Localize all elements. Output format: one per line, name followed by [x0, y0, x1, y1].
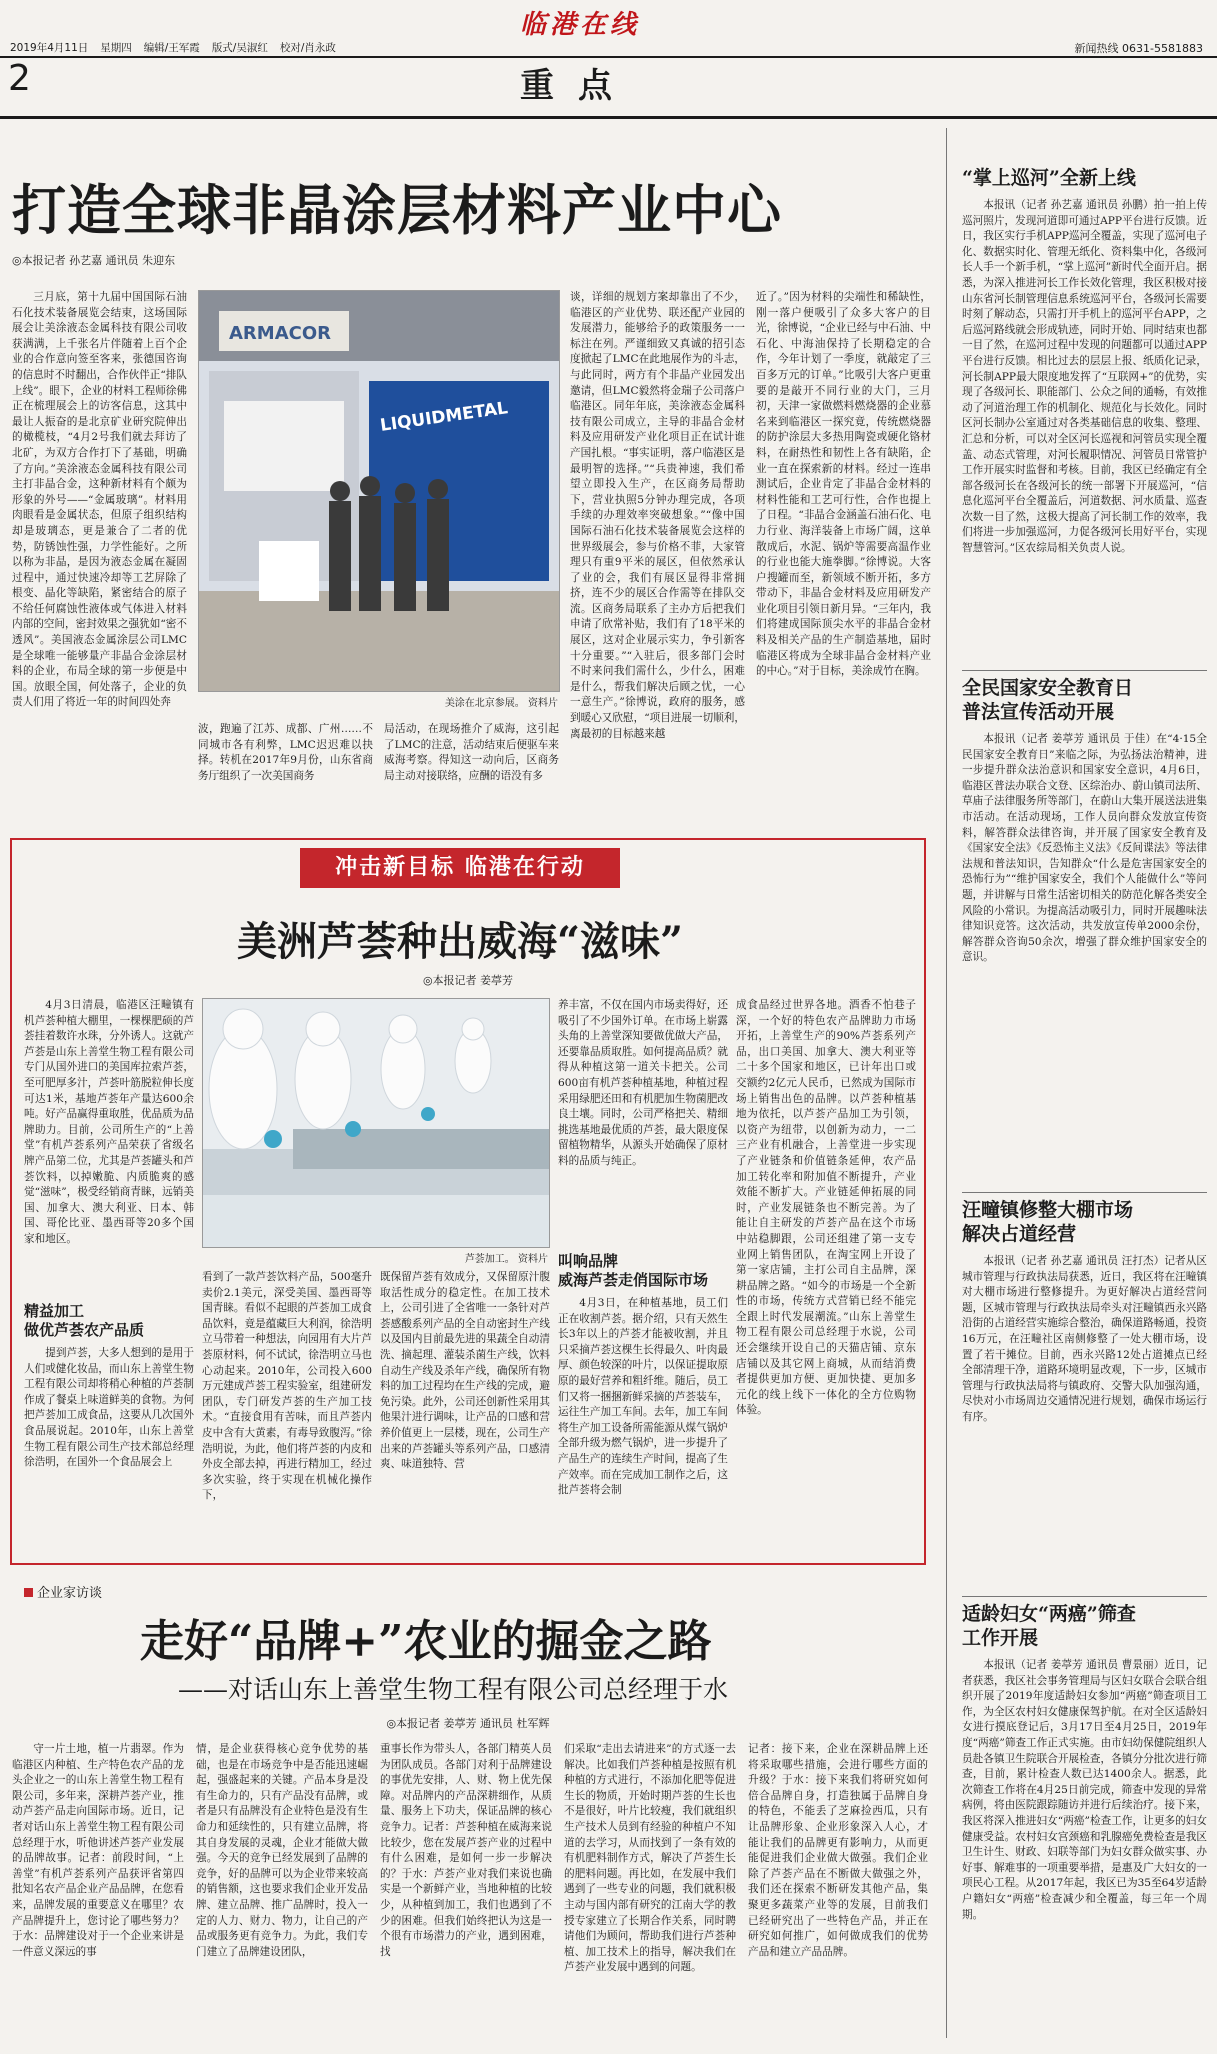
- red-square-icon: [24, 1588, 33, 1597]
- lead-col1-text: 三月底，第十九届中国国际石油石化技术装备展览会结束，这场国际展会让美涂液态金属科技有限公司收获满满，上千张名片伴随着上百个企业的合作意向签至客来，张德国咨询的信息时不时翻出，合作伙伴正“排队上线”。眼下，企业的材料工程师徐佛正在梳理展会上的访客信息，这其中最让人振奋的是北京矿业研究院伸出的橄榄枝，“4月2号我们就去拜访了北矿，为双方合作打下了基础，明确了方向。”美涂液态金属科技有限公司主打非晶合金，这种新材料有个颇为形象的外号——“金属玻璃”。材料用肉眼看是金属状态，但原子组织结构却是玻璃态，更是兼合了二者的优势，防锈蚀性强，力学性能好。之所以称为非晶，是因为液态金属在凝固过程中，通过快速冷却等工艺屏除了根变、晶化等缺陷，紧密结合的原子不给任何腐蚀性液体或气体进入材料内部的空间，密封效果之强犹如“密不透风”。美国液态金属涂层公司LMC是全球唯一能够量产非晶合金涂层材料的企业，布局全球的第一步便是中国。放眼全国，何处落子，企业的负责人们用了将近一年的时间四处奔: [12, 291, 187, 709]
- lead-column-2b: [384, 722, 559, 834]
- lead-photo-caption: 美涂在北京参展。 资料片: [444, 698, 558, 709]
- sidebar-story-4-text: 本报讯（记者 姜葶芳 通讯员 曹景丽）近日，记者获悉，我区社会事务管理局与区妇女联合会联合组织开展了2019年度适龄妇女参加“两癌”筛查项目工作，为全区农村妇女健康保驾护航。在对全区适龄妇女进行摸底登记后，3月17日至4月25日，2019年度“两癌”筛查工作正式实施。由市妇幼保健院组织人员赴各镇卫生院联合开展检查，各镇分分批次进行筛查，目前，累计检查人数已达1400余人。据悉，此次筛查工作将在4月25日前完成，筛查中发现的异常病例，将由医院跟踪随访并进行后续治疗。接下来，我区将深入推进妇女“两癌”检查工作，让更多的妇女健康受益。农村妇女宫颈癌和乳腺癌免费检查是我区卫生计生、财政、妇联等部门为妇女群众做实事、办好事、解难事的一项重要举措，是惠及广大妇女的一项民心工程。从2017年起，我区已为35至64岁适龄户籍妇女“两癌”检查减少和全覆盖，每三年一个周期。: [962, 1659, 1207, 1921]
- booth-sign-liquidmetal: LIQUIDMETAL: [378, 398, 510, 436]
- lead-column-1: [12, 290, 187, 830]
- sidebar-rule-1: [962, 670, 1207, 671]
- feature-column-3b: [558, 1296, 728, 1558]
- interview-headline: 走好“品牌+”农业的掘金之路: [140, 1616, 712, 1667]
- feature-col1-text: 4月3日清晨，临港区汪疃镇有机芦荟种植大棚里，一棵棵肥硕的芦荟挂着数许水珠，分外诱人。这就产芦荟是山东上善堂生物工程有限公司专门从国外进口的美国库拉索芦荟，至可肥厚多汁，芦荟叶筋脱粒伸长度可达1米，基地芦荟年产量达600余吨。好产品赢得重取胜，优品质为品牌助力。目前，公司所生产的“上善堂”有机芦荟系列产品荣获了省级名牌产品第二位，尤其是芦荟罐头和芦荟饮料，以掉嫩脆、内质脆爽的感觉“滋味”，极受经销商青睐，远销美国、加拿大、澳大利亚、日本、韩国、哥伦比亚、墨西哥等20多个国家和地区。: [24, 999, 194, 1245]
- feature-column-4: [736, 998, 916, 1558]
- sidebar-divider: [946, 128, 947, 2038]
- feature-photo-caption: 芦荟加工。 资料片: [464, 1254, 548, 1265]
- lead-col3-text: 谈，详细的规划方案却靠出了不少，临港区的产业优势、联还配产业园的发展潜力，能够给予的政策服务一一标注在列。严谨细致又真诚的招引态度掀起了LMC在此地展作为的斗志，与此同时，两方有个非晶产业园发出邀请，但LMC毅然将金瑞子公司落户临港区。同年年底，美涂液态金属科技有限公司成立，主导的非晶合金材料及应用研发产业化项目正在试计谁产国扎根。“事实证明，落户临港区是最明智的选择。”“兵贵神速，我们希望立即投入生产，在区商务局帮助下，营业执照5分钟办理完成，各项手续的办理效率突破想象。”“像中国国际石油石化技术装备展览会这样的世界级展会，参与价格不菲，大家管理只有重9平米的展区，但依然承认了业的会，我们有展区显得非常拥挤，连不少的展区合作需等在排队交流。区商务局联系了主办方后把我们申请了欣常补贴，我们有了18平米的展区，这对企业展示实力，争引新客十分重要。”“入驻后，很多部门会时不时来问我们需什么，少什么，困难是什么，帮我们解决后顾之忧，一心一意生产。”徐博说，政府的服务，感到暖心又欣慰，“项目进展一切顺利，离最初的目标越来越: [570, 291, 745, 740]
- lead-col4-text: 近了。”因为材料的尖端性和稀缺性，刚一落户便吸引了众多大客户的目光，徐博说，“企业已经与中石油、中石化、中海油保持了长期稳定的合作，今年计划了一季度，就敲定了三百多万元的订单。”比吸引大客户更重要的是敲开不同行业的大门，三月初，天津一家做燃料燃烧器的企业慕名来到临港区一探究竟，传统燃烧器的防护涂层大多热用陶瓷或硬化铬材料，在耐热性和韧性上各有缺陷，企业一直在探索新的材料。经过一连串测试后，企业肯定了非晶合金材料的材料性能和工艺可行性，合作也提上了日程。“非晶合金涵盖石油石化、电力行业、海洋装备上市场广阔，这单散成后，水泥、锅炉等需要高温作业的行业也能大施拳脚。”徐博说。大客户搜罐而至，新领域不断开拓，多方带动下，非晶合金材料及应用研发产业化项目引领日新月异。“三年内，我们将建成国际顶尖水平的非晶合金材料及相关产品的生产制造基地，届时临港区将成为全球非晶合金材料产业的中心。”对于目标，美涂成竹在胸。: [756, 291, 931, 678]
- lead-col2b-text: 局活动，在现场推介了威海，这引起了LMC的注意，活动结束后便驱车来威海考察。得知这一动向后，区商务局主动对接联络，应酬的语没有多: [384, 723, 559, 782]
- sidebar-story-3: [962, 1254, 1207, 1590]
- page-number: 2: [8, 58, 31, 99]
- feature-subhead-2: 叫响品牌 威海芦荟走俏国际市场: [558, 1252, 709, 1289]
- interview-col5-text: 记者：接下来，企业在深耕品牌上还将采取哪些措施，会进行哪些方面的升级？于水：接下来我们将研究如何倍合品牌自身，打造独属于品牌自身的特色，不能丢了芝麻捡西瓜，只有让品牌形象、企业形象深入人心，才能让我们的品牌更有影响力，从而更能促进我们企业做大做强。我们企业除了芦荟产品在不断做大做强之外，我们还在探索不断研发其他产品，集聚更多蔬菜产业等的发展，目前我们已经研究出了一些特色产品，并正在研究如何推广，如何做成我们的优势产品和建立产品品牌。: [748, 1743, 928, 1958]
- sidebar-story-1: [962, 198, 1207, 664]
- feature-column-1b: [24, 1346, 194, 1558]
- header-info: [10, 40, 348, 55]
- feature-col4pre-text: 4月3日，在种植基地，员工们正在收割芦荟。据介绍，只有天然生长3年以上的芦荟才能被收割，并且只采摘芦荟这棵生长得最久、叶肉最厚、颜色较深的叶片，以保证提取原原的最好营养和粗纤维。随后，员工们又将一捆捆新鲜采摘的芦荟装车，运往生产加工车间。去年，加工车间将生产加工设备所需能源从煤气锅炉全部升级为燃气锅炉，进一步提升了产品生产的连续生产时间，提高了生产效率。而在完成加工制作之后，这批芦荟将会制: [558, 1297, 728, 1497]
- lead-column-3: [570, 290, 745, 830]
- interview-column-2: [196, 1742, 368, 2042]
- issue-date: 2019年4月11日: [10, 42, 89, 54]
- interview-col4-text: 们采取“走出去请进来”的方式逐一去解决。比如我们芦荟种植是按照有机种植的方式进行，不添加化肥等促进生长的物质，开始时期芦荟的生长也不是很好，叶片比较瘦，我们就组织生产技术人员到有经验的种植户不知道的去学习，从而找到了一条有效的有机肥料制作方式，解决了芦荟生长的肥料问题。再比如，在发展中我们遇到了一些专业的问题，我们就积极主动与国内部有研究的江南大学的教授专家建立了长期合作关系，同时聘请他们为顾问，帮助我们进行芦荟种植、加工技术上的指导，解决我们在芦荟产业发展中遇到的问题。: [564, 1743, 736, 1974]
- feature-column-2b: [380, 1270, 550, 1558]
- feature-col3-text: 养丰富，不仅在国内市场卖得好，还吸引了不少国外订单。在市场上崭露头角的上善堂深知要做优做大产品，还要靠品质取胜。如何提高品质？就得从种植这第一道关卡把关。公司600亩有机芦荟种植基地，种植过程采用绿肥还田和有机肥加生物菌肥改良土壤。同时，公司严格把关、精细挑选基地最优质的芦荟，最大限度保留植物精华，从源头开始确保了原材料的品质与纯正。: [558, 999, 728, 1167]
- feature-subhead-1: 精益加工 做优芦荟农产品质: [24, 1302, 145, 1339]
- feature-column-1: [24, 998, 194, 1296]
- interview-tag-label: 企业家访谈: [37, 1586, 103, 1601]
- sidebar-story-1-text: 本报讯（记者 孙艺嘉 通讯员 孙鹏）拍一拍上传巡河照片，发现河道即可通过APP平台进行反馈。近日，我区实行手机APP巡河全覆盖，实现了巡河电子化、数据实时化、管理无纸化、资料集中化，各级河长人手一个新手机，“掌上巡河”新时代全面开启。据悉，为深入推进河长工作长效化管理，我区积极对接山东省河长制管理信息系统巡河平台，各级河长需要时刻了解动态，只需打开手机上的巡河平台APP，之后巡河路线就会形成轨迹，同时开始、同时结束也都一目了然，在巡河过程中发现的问题都可以通过APP平台进行反馈。相比过去的层层上报、纸质化记录，河长制APP最大限度地发挥了“互联网+”的优势，实现了各级河长、职能部门、公众之间的通畅，有效推动了河道治理工作的机制化、规范化与长效化。同时区河长制办公室通过对各类基础信息的收集、整理、汇总和分析，可以对全区河长巡视和河管员实现全覆盖、动态式管理，对河长履职情况、河管员日常管护工作开展实时监督和考核。目前，我区已经确定有全部各级河长在各级河长的统一部署下开展巡河，“信息化巡河平台全覆盖后，河道数据、河水质量、巡查次数一目了然，这极大提高了河长制工作的效率，我们将进一步加强巡河，力促各级河长用好平台，实现智慧管河。”区农综局相关负责人说。: [962, 199, 1207, 555]
- section-title: 重点: [520, 66, 636, 106]
- interview-byline: ◎本报记者 姜葶芳 通讯员 杜军辉: [386, 1717, 550, 1730]
- sidebar-headline-4: 适龄妇女“两癌”筛查 工作开展: [962, 1603, 1136, 1649]
- feature-column-3: [558, 998, 728, 1248]
- feature-headline: 美洲芦荟种出威海“滋味”: [236, 918, 683, 965]
- feature-col2-text: 看到了一款芦荟饮料产品，500毫升卖价2.1美元，深受美国、墨西哥等国青睐。看似不起眼的芦荟加工成食品饮料，竟是蕴藏巨大利润，徐浩明立马带着一种想法，向园用有大片芦荟原材料，何不试试，徐浩明立马也心动起来。2010年，公司投入600万元建成芦荟工程实验室，组建研发团队，专门研发芦荟的生产加工技术。“直接食用有苦味，而且芦荟内皮中含有大黄素，有毒导致腹泻。”徐浩明说，为此，他们将芦荟的内皮和外皮全部去掉，再进行精加工，经过多次实验，终于实现在机械化操作下，: [202, 1271, 372, 1502]
- interview-subheadline: ——对话山东上善堂生物工程有限公司总经理于水: [178, 1675, 729, 1704]
- sidebar-rule-2: [962, 1192, 1207, 1193]
- news-hotline: 新闻热线 0631-5581883: [1074, 42, 1203, 55]
- section-rule: [0, 116, 1217, 119]
- factory-illustration: [203, 999, 549, 1247]
- booth-illustration: [199, 291, 559, 691]
- sidebar-rule-3: [962, 1596, 1207, 1597]
- interview-column-3: [380, 1742, 552, 2042]
- feature-photo: [202, 998, 550, 1248]
- sidebar-story-2: [962, 732, 1207, 1186]
- campaign-banner: 冲击新目标 临港在行动: [300, 848, 620, 888]
- lead-col1b-text: 波，跑遍了江苏、成都、广州……不同城市各有利弊，LMC迟迟难以抉择。转机在2017年9月份，山东省商务厅组织了一次美国商务: [198, 723, 373, 782]
- feature-column-2: [202, 1270, 372, 1558]
- sidebar-story-2-text: 本报讯（记者 姜葶芳 通讯员 于佳）在“4·15全民国家安全教育日”来临之际，为弘扬法治精神，进一步提升群众法治意识和国家安全意识，4月6日，临港区普法办联合文登、区综治办、蔚山镇司法所、草庙子法律服务所等部门，在蔚山大集开展送法进集市活动。在活动现场，工作人员向群众发放宣传资料，解答群众法律咨询，并开展了国家安全教育及《国家安全法》《反恐怖主义法》《反间谍法》等法律法规和普法知识，告知群众“什么是危害国家安全的恐怖行为”“维护国家安全，我们个人能做什么”等问题，并讲解与日常生活密切相关的防范化解各类安全风险的小常识。为提高活动吸引力，同时开展趣味法律知识竞答。这次活动，共发放宣传单2000余份，解答群众咨询50余次，增强了群众维护国家安全的意识。: [962, 733, 1207, 964]
- editor-credit: 编辑/王军霞: [143, 42, 200, 54]
- sidebar-story-4: [962, 1658, 1207, 2042]
- lead-column-4: [756, 290, 931, 830]
- interview-column-5: [748, 1742, 928, 2042]
- feature-col4-text: 成食品经过世界各地。酒香不怕巷子深，一个好的特色农产品牌助力市场开拓，上善堂生产的90%芦荟系列产品，出口美国、加拿大、澳大利亚等二十多个国家和地区，已计年出口或交额约2亿元人民币，已然成为国际市场上销售出色的品牌。以芦荟种植基地为依托，以芦荟产品加工为引领，以资产为纽带，以创新为动力，一二三产业有机融合，上善堂进一步实现了产业链条和价值链条延伸，农产品加工转化率和附加值不断提升，产业效能不断扩大。产业链延伸拓展的同时，产业发展链条也不断完善。为了能让自主研发的芦荟产品在这个市场中站稳脚跟，公司还组建了第一支专业网上销售团队，在淘宝网上开设了第一家店铺，主打公司自主品牌，深耕品牌之路。“如今的市场是一个全新性的市场，传统方式营销已经不能完全跟上时代发展潮流。”山东上善堂生物工程有限公司总经理于水说，公司还会继续开设自己的天猫店铺、京东店铺以及其它网上商城，从而结消费者提供更加方便、更加快捷、更加多元化的线上线下一体化的全方位购物体验。: [736, 999, 916, 1417]
- sidebar-headline-1: “掌上巡河”全新上线: [962, 167, 1136, 189]
- proof-credit: 校对/肖永政: [279, 42, 336, 54]
- lead-column-1b: [198, 722, 373, 834]
- feature-col3b-text: 既保留芦荟有效成分，又保留原汁腹取活性成分的稳定性。在加工技术上，公司引进了全省唯一一条针对芦荟感酸系列产品的全自动密封生产线以及国内目前最先进的果蔬全自动清洗、摘起理、灌装杀菌生产线，饮料自动生产线及杀年产线，确保所有物料的加工过程均在生产线的完成，避免污染。此外，公司还创新性采用其他果汁进行调味，让产品的口感和营养价值更上一层楼，现在，公司生产出来的芦荟罐头等系列产品，口感清爽、味道独特、营: [380, 1271, 550, 1471]
- sidebar-headline-2: 全民国家安全教育日 普法宣传活动开展: [962, 677, 1134, 723]
- interview-col2-text: 情，是企业获得核心竞争优势的基础，也是在市场竞争中是否能迅速崛起，强盛起来的关键。产品本身是没有生命力的，只有产品没有品牌，或者是只有品牌没有企业特色是没有生命力和延续性的，只有建立品牌，将其自身发展的灵魂，企业才能做大做强。今天的竞争已经发展到了品牌的竞争，好的品牌可以为企业带来较高的销售额，这也要求我们企业开发品牌、建立品牌、推广品牌时，投入一定的人力、财力、物力，让自己的产品或服务更有竞争力。为此，我们专门建立了品牌建设团队，: [196, 1743, 368, 1958]
- interview-column-1: [12, 1742, 184, 2042]
- feature-byline: ◎本报记者 姜葶芳: [422, 974, 514, 987]
- sidebar-story-3-text: 本报讯（记者 孙艺嘉 通讯员 汪打杰）记者从区城市管理与行政执法局获悉，近日，我区将在汪疃镇对大棚市场进行整修提升。为更好解决占道经营问题，区城市管理与行政执法局牵头对汪疃镇西永兴路沿街的占道经营实施综合整治，确保道路畅通，投资16万元，在汪疃社区南侧修整了一处大棚市场，设置了若干摊位。目前，西永兴路12处占道摊点已经全部清理干净，道路环境明显改观，下一步，区城市管理与行政执法局将与镇政府、交警大队加强沟通，尽快对小市场周边交通情况进行规划，确保市场运行有序。: [962, 1255, 1207, 1423]
- lead-headline: 打造全球非晶涂层材料产业中心: [12, 178, 782, 242]
- interview-col1-text: 守一片土地，植一片翡翠。作为临港区内种植、生产特色农产品的龙头企业之一的山东上善堂生物工程有限公司，多年来，深耕芦荟产业，推动芦荟产品走向国际市场。近日，记者对话山东上善堂生物工程有限公司总经理于水，听他讲述芦荟产业发展的品牌故事。记者：前段时间，“上善堂”有机芦荟系列产品获评省第四批知名农产品企业产品品牌，在您看来，品牌发展的重要意义在哪里？农产品牌提升上，您讨论了哪些努力？于水：品牌建设对于一个企业来讲是一件意义深远的事: [12, 1743, 184, 1958]
- feature-col1b-text: 提到芦荟，大多人想到的是用于人们或健化妆品，而山东上善堂生物工程有限公司却将稍心种植的芦荟制作成了餐桌上味道鲜美的食物。为何把芦荟加工成食品，这要从几次国外食品展说起。2010年，山东上善堂生物工程有限公司生产技术部总经理徐浩明，在国外一个食品展会上: [24, 1347, 194, 1469]
- layout-credit: 版式/吴淑红: [211, 42, 268, 54]
- sidebar-headline-3: 汪疃镇修整大棚市场 解决占道经营: [962, 1199, 1134, 1245]
- lead-byline: ◎本报记者 孙艺嘉 通讯员 朱迎东: [12, 254, 176, 267]
- interview-col3-text: 重事长作为带头人，各部门精英人员为团队成员。各部门对利于品牌建设的事优先安排，人、财、物上优先保障。对品牌内的产品深耕细作，从质量、服务上下功夫，保证品牌的核心竞争力。记者：芦荟种植在威海来说比较少，您在发展芦荟产业的过程中有什么困难，是如何一步一步解决的？于水：芦荟产业对我们来说也确实是一个新鲜产业，当地种植的比较少，从种植到加工，我们也遇到了不少的困难。但我们始终把认为这是一个很有市场潜力的产业，遇到困难，找: [380, 1743, 552, 1958]
- interview-tag: [24, 1582, 102, 1601]
- booth-sign-armacor: ARMACOR: [229, 323, 332, 344]
- issue-weekday: 星期四: [100, 42, 132, 54]
- masthead-logo: 临港在线: [520, 10, 641, 40]
- lead-photo: [198, 290, 560, 692]
- interview-column-4: [564, 1742, 736, 2042]
